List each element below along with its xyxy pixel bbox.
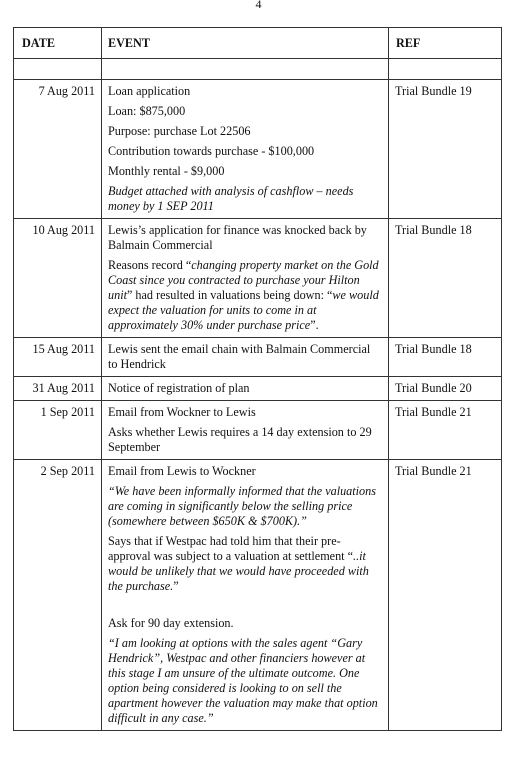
table-header-row	[14, 28, 502, 59]
row-ref: Trial Bundle 18	[389, 219, 502, 338]
header-event: EVENT	[102, 28, 389, 59]
row-ref: Trial Bundle 20	[389, 377, 502, 401]
row-event	[102, 460, 389, 731]
event-line: “I am looking at options with the sales agent “Gary Hendrick”, Westpac and other financiers however at this stage I am unsure of the ultimate outcome. One option being considered is looking to on sell the apartment however the valuation may make that option difficult in any case.”	[108, 636, 378, 725]
event-line	[108, 258, 382, 333]
row-event	[102, 219, 389, 338]
table-row	[14, 219, 502, 338]
row-date: 7 Aug 2011	[14, 80, 102, 219]
quoted-text: ..it would be unlikely that we would have proceeded with the purchase.	[108, 549, 369, 593]
text-segment: ”.	[310, 318, 319, 332]
row-ref: Trial Bundle 18	[389, 338, 502, 377]
event-line: Loan: $875,000	[108, 104, 186, 118]
event-line: Lewis sent the email chain with Balmain Commercial to Hendrick	[108, 342, 371, 371]
event-line: Asks whether Lewis requires a 14 day extension to 29 September	[108, 425, 372, 454]
text-segment: Reasons record “	[108, 258, 192, 272]
row-date: 10 Aug 2011	[14, 219, 102, 338]
row-date: 15 Aug 2011	[14, 338, 102, 377]
event-line: Email from Wockner to Lewis	[108, 405, 256, 419]
page-number: 4	[255, 0, 262, 11]
quoted-text: changing property market on the Gold Coast since you contracted to purchase your Hilton unit	[108, 258, 379, 302]
table-row	[14, 460, 502, 731]
header-ref: REF	[389, 28, 502, 59]
text-segment: Says that if Westpac had told him that their pre-approval was subject to a valuation at settlement “	[108, 534, 354, 563]
table-row	[14, 401, 502, 460]
quoted-text: we would expect the valuation for units to come in at approximately 30% under purchase price	[108, 288, 379, 332]
table-row	[14, 80, 502, 219]
row-event	[102, 377, 389, 401]
event-line: Budget attached with analysis of cashflow – needs money by 1 SEP 2011	[108, 184, 354, 213]
row-date: 2 Sep 2011	[14, 460, 102, 731]
event-line: “We have been informally informed that the valuations are coming in significantly below the selling price (somewhere between $650K & $700K).”	[108, 484, 376, 528]
row-event	[102, 401, 389, 460]
event-line: Purpose: purchase Lot 22506	[108, 124, 251, 138]
row-date: 1 Sep 2011	[14, 401, 102, 460]
event-line: Monthly rental - $9,000	[108, 164, 225, 178]
event-line: Lewis’s application for finance was knocked back by Balmain Commercial	[108, 223, 367, 252]
event-line: Notice of registration of plan	[108, 381, 250, 395]
row-event	[102, 80, 389, 219]
text-segment: ”	[173, 579, 179, 593]
text-segment: ” had resulted in valuations being down: “	[126, 288, 333, 302]
row-date: 31 Aug 2011	[14, 377, 102, 401]
event-line: Ask for 90 day extension.	[108, 616, 234, 630]
event-line: Email from Lewis to Wockner	[108, 464, 256, 478]
row-ref: Trial Bundle 21	[389, 460, 502, 731]
event-line: Loan application	[108, 84, 191, 98]
row-event	[102, 338, 389, 377]
chronology-table	[13, 27, 502, 731]
empty-row	[14, 59, 502, 80]
table-row	[14, 377, 502, 401]
table-row	[14, 338, 502, 377]
event-line	[108, 534, 382, 594]
row-ref: Trial Bundle 21	[389, 401, 502, 460]
header-date: DATE	[14, 28, 102, 59]
event-line: Contribution towards purchase - $100,000	[108, 144, 315, 158]
row-ref: Trial Bundle 19	[389, 80, 502, 219]
